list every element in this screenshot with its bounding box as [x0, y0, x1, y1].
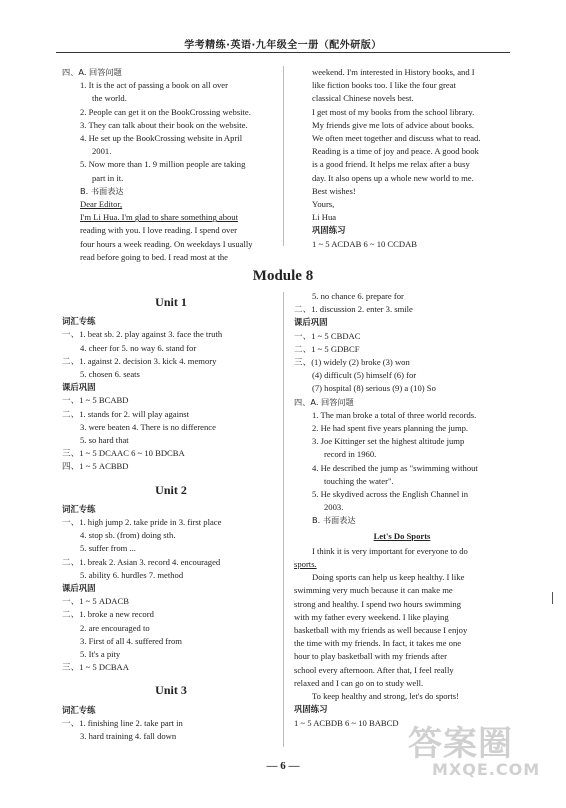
text-line: 二、1. stands for 2. will play against: [62, 408, 189, 419]
text-line: 四、A. 回答问题: [62, 67, 122, 77]
essay-title: Let's Do Sports: [373, 530, 431, 541]
text-line: classical Chinese novels best.: [312, 93, 414, 104]
text-line: B. 书面表达: [312, 515, 356, 526]
text-line: 2. He had spent five years planning the jump.: [312, 423, 469, 434]
text-line: four hours a week reading. On weekdays I usually: [80, 238, 253, 249]
text-line: 二、1. broke a new record: [62, 609, 154, 620]
text-line: 2. are encouraged to: [80, 622, 150, 633]
text-line: 3. They can talk about their book on the website.: [80, 119, 248, 130]
text-line: with my father every weekend. I like playing: [294, 611, 449, 622]
text-line: To keep healthy and strong, let's do sports!: [312, 691, 460, 702]
text-line: 3. hard training 4. fall down: [80, 731, 177, 742]
text-line: sports.: [294, 559, 317, 570]
text-line: 二、1. against 2. decision 3. kick 4. memory: [62, 355, 217, 366]
text-line: I'm Li Hua. I'm glad to share something about: [80, 212, 238, 223]
text-line: 3. were beaten 4. There is no difference: [80, 421, 216, 432]
section-heading: 词汇专练: [62, 503, 96, 514]
page-number: — 6 —: [266, 760, 300, 772]
text-line: strong and healthy. I spend two hours swimming: [294, 598, 462, 609]
section-heading: 词汇专练: [62, 316, 96, 327]
text-line: Li Hua: [312, 212, 337, 223]
text-line: swimming very much because it can make me: [294, 585, 453, 596]
text-line: 一、1. beat sb. 2. play against 3. face the truth: [62, 329, 223, 340]
bottom-left-column: [62, 286, 280, 743]
text-line: 4. stop sb. (from) doing sth.: [80, 530, 176, 541]
text-line: 4. He set up the BookCrossing website in April: [80, 133, 243, 144]
text-line: basketball with my friends as well because I enjoy: [294, 625, 468, 636]
text-line: I get most of my books from the school library.: [312, 106, 475, 117]
text-line: 2003.: [324, 502, 344, 513]
text-line: 三、(1) widely (2) broke (3) won: [294, 357, 410, 368]
text-line: We often meet together and discuss what to read.: [312, 133, 481, 144]
section-heading: 课后巩固: [62, 382, 96, 393]
text-line: 2001.: [92, 146, 112, 157]
text-line: (4) difficult (5) himself (6) for: [312, 370, 417, 381]
unit-heading: Unit 3: [155, 683, 187, 698]
header-rule: [56, 52, 510, 53]
section-heading: 课后巩固: [294, 317, 328, 328]
column-divider-top: [283, 66, 284, 246]
text-line: relaxed and I can go on to study well.: [294, 677, 424, 688]
text-line: 5. It's a pity: [80, 649, 121, 660]
text-line: 四、A. 回答问题: [294, 396, 354, 407]
text-line: Reading is a time of joy and peace. A good book: [312, 146, 479, 157]
text-line: 一、1 ~ 5 ADACB: [62, 596, 129, 607]
text-line: 5. chosen 6. seats: [80, 369, 140, 380]
text-line: 四、1 ~ 5 ACBBD: [62, 461, 129, 472]
watermark-logo: 答案圈: [408, 724, 513, 764]
text-line: 5. suffer from ...: [80, 543, 136, 554]
text-line: the time with my friends. In fact, it takes me one: [294, 638, 462, 649]
text-line: 5. Now more than 1. 9 million people are taking: [80, 159, 246, 170]
text-line: 5. no chance 6. prepare for: [312, 291, 404, 301]
text-line: (7) hospital (8) serious (9) a (10) So: [312, 383, 436, 394]
text-line: 5. so hard that: [80, 435, 129, 446]
text-line: record in 1960.: [324, 449, 377, 460]
text-line: school every afternoon. After that, I feel really: [294, 664, 454, 675]
text-line: Dear Editor,: [80, 199, 123, 210]
text-line: read before going to bed. I read most at the: [80, 251, 228, 262]
text-line: Doing sports can help us keep healthy. I like: [312, 572, 465, 583]
text-line: 1 ~ 5 ACDAB 6 ~ 10 CCDAB: [312, 238, 418, 249]
text-line: weekend. I'm interested in History books, and I: [312, 67, 475, 77]
text-line: 2. People can get it on the BookCrossing website.: [80, 106, 251, 117]
text-line: part in it.: [92, 172, 124, 183]
section-heading: 词汇专练: [62, 704, 96, 715]
text-line: 5. ability 6. hurdles 7. method: [80, 569, 184, 580]
text-line: like fiction books too. I like the four great: [312, 80, 456, 91]
text-line: 三、1 ~ 5 DCBAA: [62, 662, 129, 673]
text-line: 1. The man broke a total of three world records.: [312, 409, 477, 420]
text-line: reading with you. I love reading. I spend over: [80, 225, 238, 236]
text-line: 一、1 ~ 5 BCABD: [62, 395, 129, 406]
text-line: 3. Joe Kittinger set the highest altitude jump: [312, 436, 465, 447]
text-line: 一、1 ~ 5 CBDAC: [294, 330, 361, 341]
module-title: Module 8: [252, 268, 314, 284]
text-line: I think it is very important for everyone to do: [312, 545, 468, 556]
text-line: the world.: [92, 93, 127, 104]
text-line: 二、1. break 2. Asian 3. record 4. encouraged: [62, 556, 221, 567]
margin-mark: [552, 592, 553, 604]
unit-heading: Unit 2: [155, 482, 187, 497]
text-line: Best wishes!: [312, 185, 356, 196]
section-heading: 巩固练习: [312, 225, 346, 236]
text-line: B. 书面表达: [80, 185, 124, 196]
page-header: 学考精练·英语·九年级全一册（配外研版）: [184, 40, 382, 51]
text-line: 1 ~ 5 ACBDB 6 ~ 10 BABCD: [294, 717, 399, 728]
unit-heading: Unit 1: [155, 295, 187, 309]
top-right-column: [312, 66, 516, 251]
column-divider-bottom: [283, 292, 284, 747]
section-heading: 课后巩固: [62, 583, 96, 594]
text-line: 二、1 ~ 5 GDBCF: [294, 343, 360, 354]
text-line: day. It also opens up a whole new world to me.: [312, 172, 474, 183]
text-line: hour to play basketball with my friends after: [294, 651, 447, 662]
watermark-url: MXQE.COM: [432, 760, 541, 779]
text-line: Yours,: [312, 199, 335, 210]
text-line: My friends give me lots of advice about books.: [312, 119, 475, 130]
text-line: 一、1. high jump 2. take pride in 3. first place: [62, 517, 222, 528]
text-line: 三、1 ~ 5 DCAAC 6 ~ 10 BDCBA: [62, 448, 185, 459]
text-line: 4. cheer for 5. no way 6. stand for: [80, 342, 197, 353]
text-line: touching the water".: [324, 475, 394, 486]
text-line: 二、1. discussion 2. enter 3. smile: [294, 304, 413, 315]
text-line: 1. It is the act of passing a book on all over: [80, 80, 228, 91]
text-line: 4. He described the jump as "swimming without: [312, 462, 478, 473]
text-line: 一、1. finishing line 2. take part in: [62, 717, 183, 728]
text-line: is a good friend. It helps me relax after a busy: [312, 159, 470, 170]
text-line: 5. He skydived across the English Channel in: [312, 489, 469, 500]
bottom-right-column: [294, 290, 510, 730]
section-heading: 巩固练习: [294, 704, 328, 715]
text-line: 3. First of all 4. suffered from: [80, 635, 182, 646]
top-left-column: [62, 66, 280, 264]
